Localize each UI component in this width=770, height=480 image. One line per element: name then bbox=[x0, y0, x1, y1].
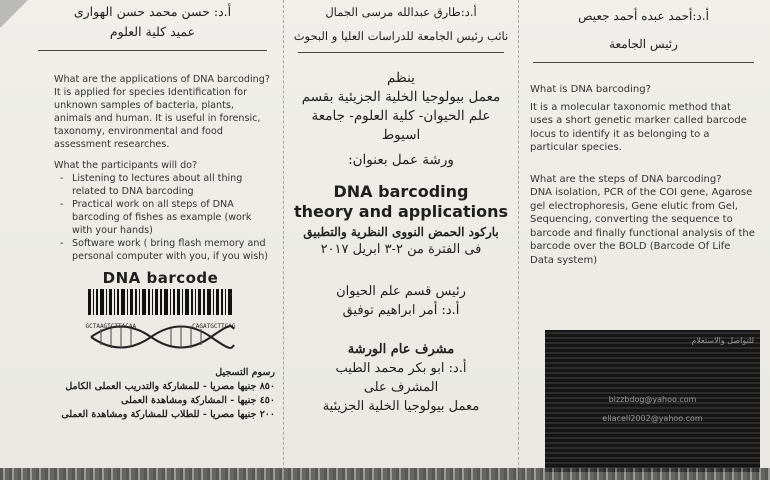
barcode-sequence-right: CAGATGCTTCAG bbox=[192, 323, 236, 330]
fold-line bbox=[283, 0, 286, 480]
folded-corner bbox=[0, 0, 28, 28]
what-is-section bbox=[525, 83, 762, 267]
workshop-title bbox=[290, 182, 512, 222]
fold-line bbox=[518, 0, 521, 480]
workshop-title-line2: theory and applications bbox=[294, 202, 508, 221]
scan-edge bbox=[0, 468, 770, 480]
list-item: - Software work ( bring flash memory and personal computer with you, if you wish) bbox=[72, 237, 273, 263]
participants-list bbox=[54, 172, 273, 263]
applications-section bbox=[30, 73, 275, 263]
organizes-label: ينظم bbox=[387, 70, 415, 86]
lab-name: معمل بيولوجيا الخلية الجزيئية bbox=[322, 399, 480, 414]
header-title: رئيس الجامعة bbox=[609, 37, 678, 51]
dept-head-title: رئيس قسم علم الحيوان bbox=[336, 284, 466, 299]
fee-item: ٤٥٠ جنيها - المشاركة ومشاهدة العملى bbox=[121, 395, 275, 406]
list-item: - Practical work on all steps of DNA barcoding of fishes as example (work with your hands) bbox=[72, 198, 273, 237]
contact-stamp bbox=[545, 330, 760, 472]
question-applications: What are the applications of DNA barcoding? bbox=[54, 74, 270, 85]
header-name: أ.د: حسن محمد حسن الهوارى bbox=[73, 4, 232, 19]
question-participants: What the participants will do? bbox=[54, 160, 198, 171]
divider bbox=[533, 62, 754, 63]
contact-email: ellacell2002@yahoo.com bbox=[602, 414, 703, 423]
header-title: نائب رئيس الجامعة للدراسات العليا و البحوث bbox=[293, 29, 509, 43]
answer-applications: It is applied for species Identification for unknown samples of bacteria, plants, animals and human. It is useful in forensic, taxonomy, environmental and food assessment researches. bbox=[54, 87, 261, 150]
header-title: عميد كلية العلوم bbox=[109, 24, 196, 39]
workshop-dates: فى الفترة من ٢-٣ ابريل ٢٠١٧ bbox=[320, 242, 482, 257]
organizer-name: معمل بيولوجيا الخلية الجزيئية بقسم علم الحيوان- كلية العلوم- جامعة اسيوط bbox=[301, 89, 501, 143]
supervisor-title: مشرف عام الورشة bbox=[347, 342, 455, 357]
fees-section bbox=[0, 366, 275, 422]
workshop-label: ورشة عمل بعنوان: bbox=[348, 152, 454, 168]
supervisor-name: أ.د: ابو بكر محمد الطيب bbox=[335, 361, 467, 376]
fee-item: ٢٠٠ جنيها مصريا - للطلاب للمشاركة ومشاهدة العملى bbox=[61, 409, 275, 420]
question-what-is: What is DNA barcoding? bbox=[530, 84, 651, 95]
barcode-sequence-left: GCTAAGTCTTACAA bbox=[85, 323, 137, 330]
workshop-title-line1: DNA barcoding bbox=[333, 182, 469, 201]
divider bbox=[38, 50, 267, 51]
fees-title: رسوم التسجيل bbox=[215, 367, 275, 378]
dept-head-name: أ.د: أمر ابراهيم توفيق bbox=[342, 303, 460, 318]
answer-what-is: It is a molecular taxonomic method that uses a short genetic marker called barcode locus to identify it as belonging to a particular species. bbox=[530, 101, 747, 153]
list-item: - Listening to lectures about all thing related to DNA barcoding bbox=[72, 172, 273, 198]
dna-barcode-logo bbox=[30, 269, 275, 330]
workshop-title-arabic: باركود الحمض النووى النظرية والتطبيق bbox=[303, 225, 499, 239]
header-name: أ.د:أحمد عبده أحمد جعيص bbox=[578, 9, 709, 23]
left-panel bbox=[30, 0, 275, 480]
contact-email: bizzbdog@yahoo.com bbox=[608, 395, 697, 404]
lab-supervisor-label: المشرف على bbox=[363, 380, 439, 395]
question-steps: What are the steps of DNA barcoding? bbox=[530, 173, 722, 185]
answer-steps: DNA isolation, PCR of the COI gene, Agarose gel electrophoresis, Gene elutic from Gel, Sequencing, converting the sequence to barcode and finally functional analysis of the barcode over the BOLD (Barcode Of Life Data system) bbox=[530, 187, 755, 266]
middle-panel bbox=[290, 0, 512, 480]
contact-line: للتواصل والاستعلام bbox=[691, 336, 754, 345]
divider bbox=[298, 52, 504, 53]
fee-item: ٨٥٠ جنيها مصريا - للمشاركة والتدريب العملى الكامل bbox=[65, 381, 275, 392]
barcode-title: DNA barcode bbox=[102, 269, 219, 287]
header-name: أ.د:طارق عبدالله مرسى الجمال bbox=[325, 5, 477, 19]
